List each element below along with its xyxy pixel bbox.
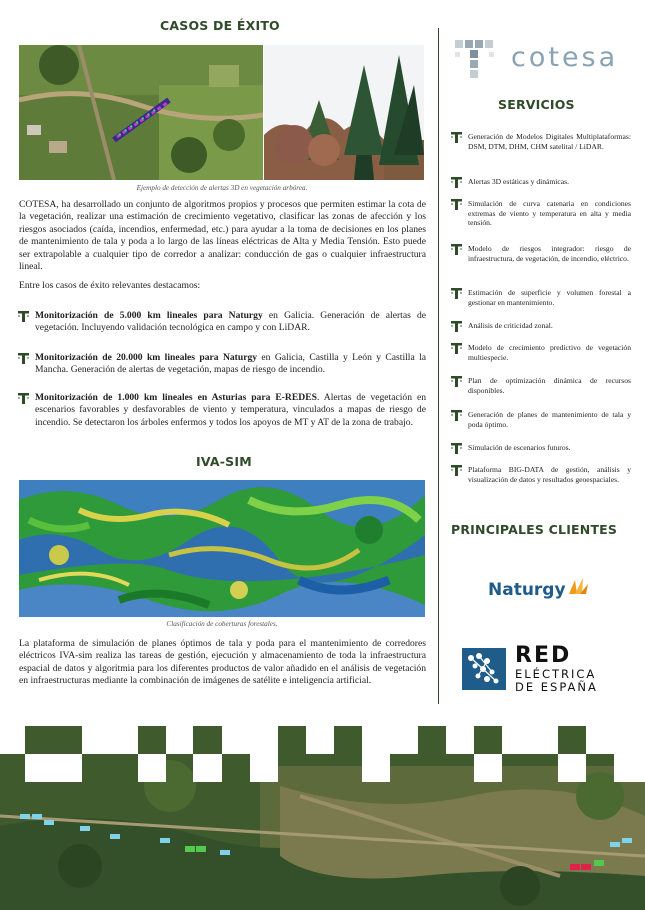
brand-name: cotesa: [511, 42, 619, 73]
caption-forest-map: Clasificación de coberturas forestales.: [166, 620, 278, 628]
ree-logo-mark: [462, 648, 506, 690]
service-item: [451, 199, 631, 228]
service-item: [451, 410, 631, 429]
case-item: [18, 310, 426, 335]
case-title: Monitorización de 1.000 km lineales en Asturias para E-REDES: [35, 392, 317, 403]
service-text: Modelo de riesgos integrador: riesgo de infraestructura, de vegetación, de incendio, eléctrico.: [468, 244, 631, 263]
cotesa-logo: [453, 38, 633, 82]
case-title: Monitorización de 5.000 km lineales para Naturgy: [35, 310, 263, 321]
intro-paragraph: COTESA, ha desarrollado un conjunto de algoritmos propios y procesos que permiten estimar la cota de la vegetación, realizar una estimación de crecimiento vegetativo, clasificar las zonas de afección y los riesgos asociados (caída, incendios, enfermedad, etc.) para ayudar a la toma de decisiones en los planes de mantenimiento de tala y poda a lo largo de las líneas eléctricas de Alta y Media Tensión. Esto puede ser extrapolable a cualquier tipo de corredor a analizar: conducción de gas o cualquier infraestructura lineal.: [19, 199, 426, 273]
cotesa-bullet-icon: [451, 177, 462, 188]
ree-line-3: DE ESPAÑA: [515, 680, 598, 694]
ree-line-1: RED: [515, 643, 572, 668]
service-text: Estimación de superficie y volumen forestal a gestionar en mantenimiento.: [468, 288, 631, 307]
case-text: en Galicia, Castilla y León y Castilla la Mancha. Generación de alertas de vegetación, mapas de riesgo de incendio.: [35, 352, 426, 376]
cotesa-bullet-icon: [451, 244, 462, 255]
service-text: Plan de optimización dinámica de recursos disponibles.: [468, 376, 631, 395]
cotesa-bullet-icon: [451, 376, 462, 387]
service-text: Alertas 3D estáticas y dinámicas.: [468, 177, 570, 186]
service-item: [451, 244, 631, 263]
naturgy-sun-icon: [567, 576, 589, 596]
case-item: [18, 352, 426, 377]
cotesa-bullet-icon: [18, 393, 29, 404]
service-item: [451, 321, 631, 331]
case-text: en Galicia. Generación de alertas de vegetación. Incluyendo validación tecnológica en campo y con LiDAR.: [35, 310, 427, 334]
cotesa-bullet-icon: [451, 343, 462, 354]
service-text: Generación de planes de mantenimiento de tala y poda óptimo.: [468, 410, 631, 429]
intro-list-lead: Entre los casos de éxito relevantes destacamos:: [19, 280, 201, 291]
service-item: [451, 465, 631, 484]
service-item: [451, 177, 631, 187]
cotesa-bullet-icon: [451, 132, 462, 143]
naturgy-logo: [488, 580, 566, 600]
ree-line-2: ELÉCTRICA: [515, 667, 597, 681]
forest-cover-map: [19, 480, 425, 617]
cotesa-bullet-icon: [451, 199, 462, 210]
bottom-aerial-banner: [0, 726, 645, 910]
tree-photo: [264, 45, 424, 180]
service-text: Plataforma BIG-DATA de gestión, análisis y visualización de datos y resultados geoespaciales.: [468, 465, 631, 484]
service-text: Simulación de curva catenaria en condiciones extremas de viento y temperatura en alta y media tensión.: [468, 199, 631, 228]
section-title-servicios: SERVICIOS: [498, 97, 575, 112]
ree-network-icon: [462, 648, 506, 690]
naturgy-wordmark: Naturgy: [488, 580, 566, 600]
cotesa-bullet-icon: [451, 410, 462, 421]
case-title: Monitorización de 20.000 km lineales para Naturgy: [35, 352, 258, 363]
service-text: Modelo de crecimiento predictivo de vegetación multiespecie.: [468, 343, 631, 362]
cotesa-bullet-icon: [451, 465, 462, 476]
service-item: [451, 132, 631, 151]
caption-photo1: Ejemplo de detección de alertas 3D en vegetación arbórea.: [136, 184, 308, 192]
column-divider: [438, 28, 439, 704]
case-text: . Alertas de vegetación en escenarios favorables y desfavorables de viento y temperatura, vinculados a mapas de riesgo de incendio. Se detectaron los árboles enfermos y todos los apoyos de MT y AT de la zona de trabajo.: [35, 392, 427, 428]
aerial-alert-photo: [19, 45, 263, 180]
section-title-clientes: PRINCIPALES CLIENTES: [451, 522, 618, 537]
cotesa-logo-icon: [453, 38, 497, 82]
service-item: [451, 376, 631, 395]
service-item: [451, 443, 631, 453]
service-item: [451, 288, 631, 307]
service-text: Análisis de criticidad zonal.: [468, 321, 553, 330]
cotesa-bullet-icon: [451, 288, 462, 299]
service-item: [451, 343, 631, 362]
ivasim-paragraph: La plataforma de simulación de planes óptimos de tala y poda para el mantenimiento de corredores eléctricos IVA-sim realiza las tareas de gestión, ejecución y almacenamiento de toda la infraestructura espacial de datos y algoritmia para los diferentes productos de valor añadido en el análisis de vegetación en infraestructuras mediante la combinación de imágenes de satélite e inteligencia artificial.: [19, 638, 426, 687]
section-title-ivasim: IVA-SIM: [196, 454, 252, 469]
cotesa-bullet-icon: [18, 311, 29, 322]
section-title-casos: CASOS DE ÉXITO: [160, 18, 280, 33]
cotesa-bullet-icon: [18, 353, 29, 364]
case-item: [18, 392, 426, 429]
service-text: Generación de Modelos Digitales Multiplataformas: DSM, DTM, DHM, CHM satelital / LiDAR.: [468, 132, 631, 151]
service-text: Simulación de escenarios futuros.: [468, 443, 571, 452]
cotesa-bullet-icon: [451, 321, 462, 332]
cotesa-bullet-icon: [451, 443, 462, 454]
